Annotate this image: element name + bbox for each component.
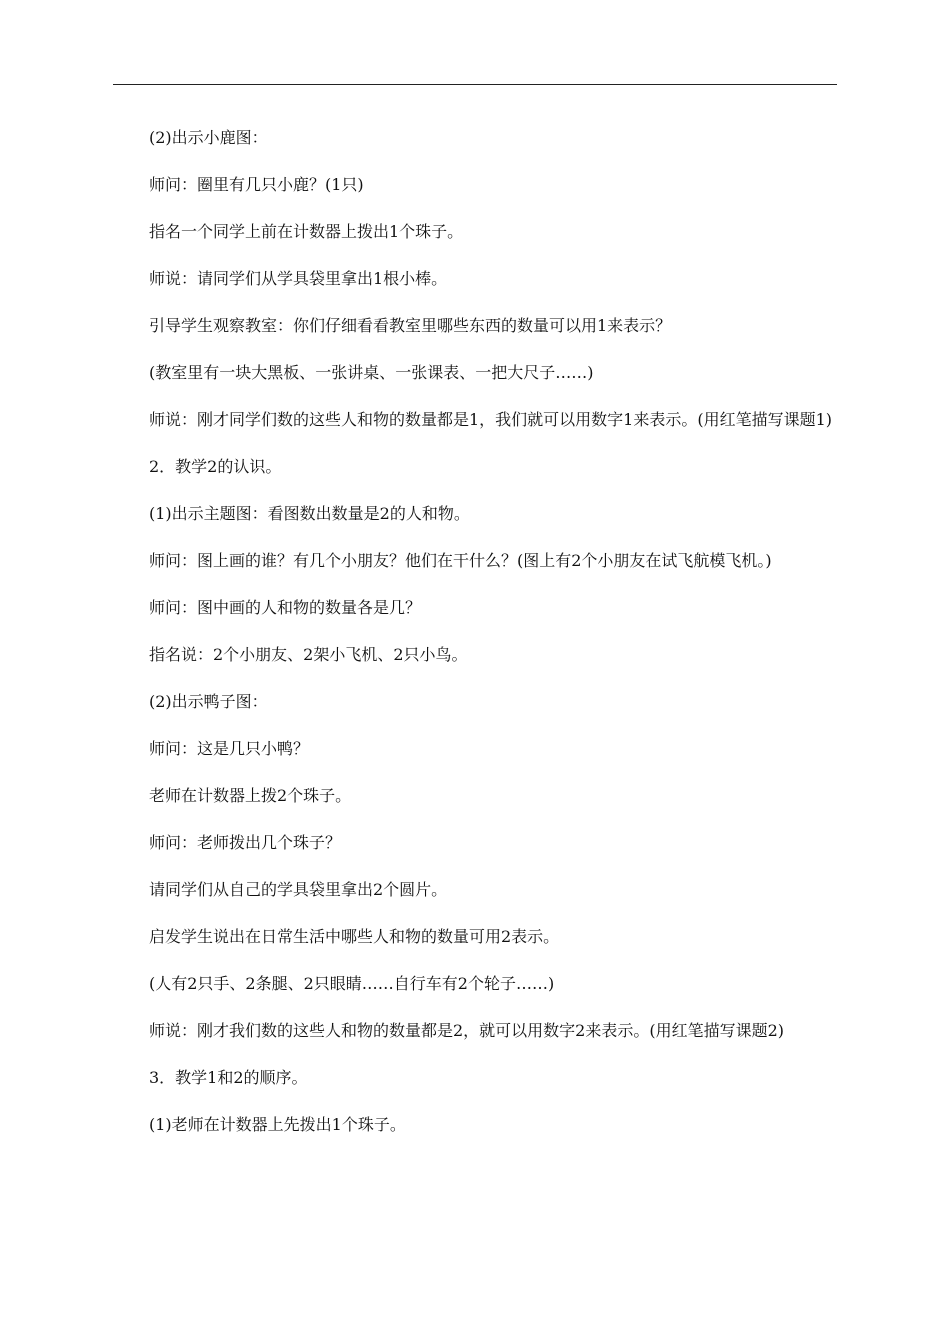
paragraph: (教室里有一块大黑板、一张讲桌、一张课表、一把大尺子……) [149,363,594,382]
paragraph: (2)出示小鹿图： [149,128,268,147]
paragraph: 师问：老师拨出几个珠子？ [149,833,342,852]
paragraph: 指名一个同学上前在计数器上拨出1个珠子。 [149,222,464,241]
document-body [113,126,837,1136]
paragraph: (1)老师在计数器上先拨出1个珠子。 [149,1115,406,1134]
paragraph: 师问：图中画的人和物的数量各是几？ [149,598,422,617]
paragraph: 请同学们从自己的学具袋里拿出2个圆片。 [149,880,448,899]
paragraph: 师问：这是几只小鸭？ [149,739,310,758]
paragraph: 老师在计数器上拨2个珠子。 [149,786,352,805]
paragraph: (人有2只手、2条腿、2只眼睛……自行车有2个轮子……) [149,974,555,993]
paragraph: 2．教学2的认识。 [149,457,282,476]
paragraph: (1)出示主题图：看图数出数量是2的人和物。 [149,504,470,523]
paragraph: 师说：刚才同学们数的这些人和物的数量都是1，我们就可以用数字1来表示。(用红笔描写课题1) [149,410,833,429]
paragraph: 引导学生观察教室：你们仔细看看教室里哪些东西的数量可以用1来表示？ [149,316,672,335]
paragraph: (2)出示鸭子图： [149,692,268,711]
paragraph: 师说：刚才我们数的这些人和物的数量都是2，就可以用数字2来表示。(用红笔描写课题2) [149,1021,785,1040]
paragraph: 师问：圈里有几只小鹿？(1只) [149,175,364,194]
paragraph: 指名说：2个小朋友、2架小飞机、2只小鸟。 [149,645,468,664]
paragraph: 师说：请同学们从学具袋里拿出1根小棒。 [149,269,448,288]
header-rule [113,84,837,85]
paragraph: 启发学生说出在日常生活中哪些人和物的数量可用2表示。 [149,927,560,946]
paragraph: 师问：图上画的谁？有几个小朋友？他们在干什么？(图上有2个小朋友在试飞航模飞机。) [149,551,772,570]
paragraph: 3．教学1和2的顺序。 [149,1068,308,1087]
